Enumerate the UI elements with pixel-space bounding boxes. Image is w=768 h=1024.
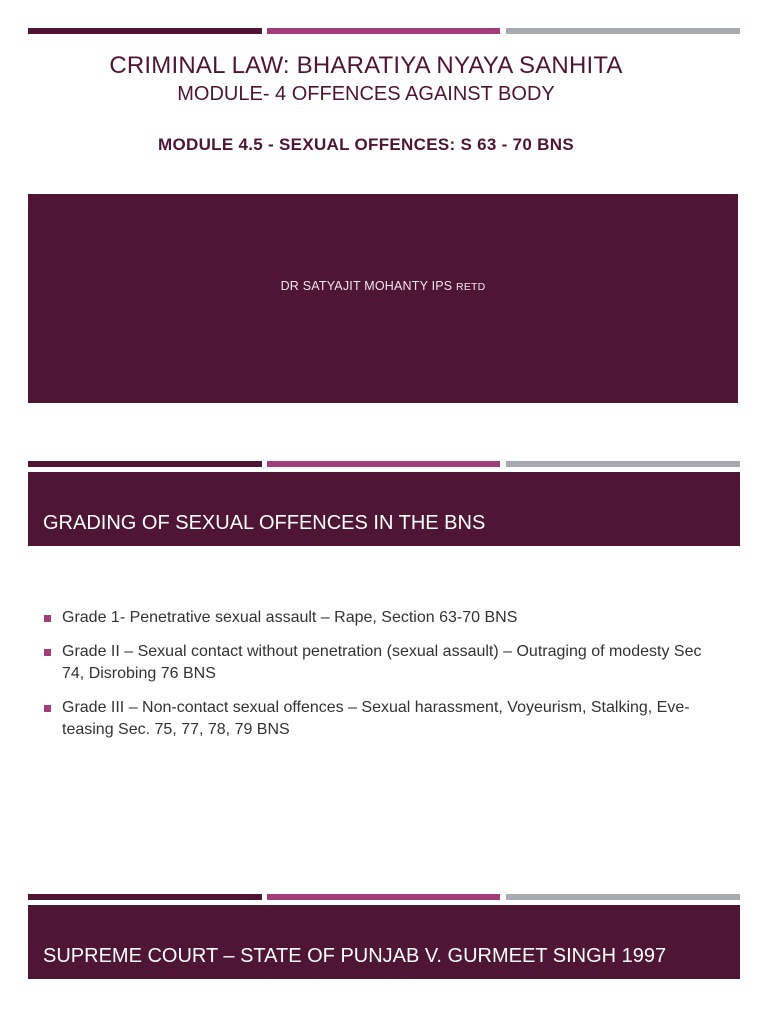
slide1-subtitle: MODULE- 4 OFFENCES AGAINST BODY: [177, 83, 555, 105]
slide2-heading: GRADING OF SEXUAL OFFENCES IN THE BNS: [43, 512, 486, 534]
author-name: DR SATYAJIT MOHANTY IPS: [280, 279, 453, 293]
list-item-text: Grade III – Non-contact sexual offences – Sexual harassment, Voyeurism, Stalking, Eve-teasing Sec. 75, 77, 78, 79 BNS: [62, 699, 690, 738]
author-suffix: RETD: [456, 281, 486, 293]
slide3-heading-banner: [28, 905, 740, 979]
slide3-top-stripes: [28, 894, 740, 900]
list-item-text: Grade II – Sexual contact without penetration (sexual assault) – Outraging of modesty Sec 74, Disrobing 76 BNS: [62, 643, 702, 682]
stripe-gray: [506, 894, 740, 900]
list-item: [44, 697, 704, 741]
stripe-gray: [506, 28, 740, 34]
stripe-magenta: [267, 461, 500, 467]
list-item: [44, 641, 704, 685]
list-item: [44, 607, 704, 629]
square-bullet-icon: [44, 615, 51, 622]
slide1-top-stripes: [28, 28, 740, 34]
slide1-module-title: MODULE 4.5 - SEXUAL OFFENCES: S 63 - 70 BNS: [158, 135, 574, 154]
slide2-heading-banner: [28, 472, 740, 546]
list-item-text: Grade 1- Penetrative sexual assault – Rape, Section 63-70 BNS: [62, 609, 518, 626]
stripe-gray: [506, 461, 740, 467]
square-bullet-icon: [44, 649, 51, 656]
slide2-top-stripes: [28, 461, 740, 467]
stripe-dark: [28, 461, 262, 467]
author-panel: [28, 194, 738, 403]
stripe-dark: [28, 894, 262, 900]
stripe-dark: [28, 28, 262, 34]
stripe-magenta: [267, 28, 500, 34]
slide3-heading: SUPREME COURT – STATE OF PUNJAB V. GURMEET SINGH 1997: [43, 945, 667, 967]
slide1-title: CRIMINAL LAW: BHARATIYA NYAYA SANHITA: [109, 52, 623, 79]
square-bullet-icon: [44, 705, 51, 712]
stripe-magenta: [267, 894, 500, 900]
grading-list: [44, 607, 704, 753]
author-line: [28, 279, 738, 293]
